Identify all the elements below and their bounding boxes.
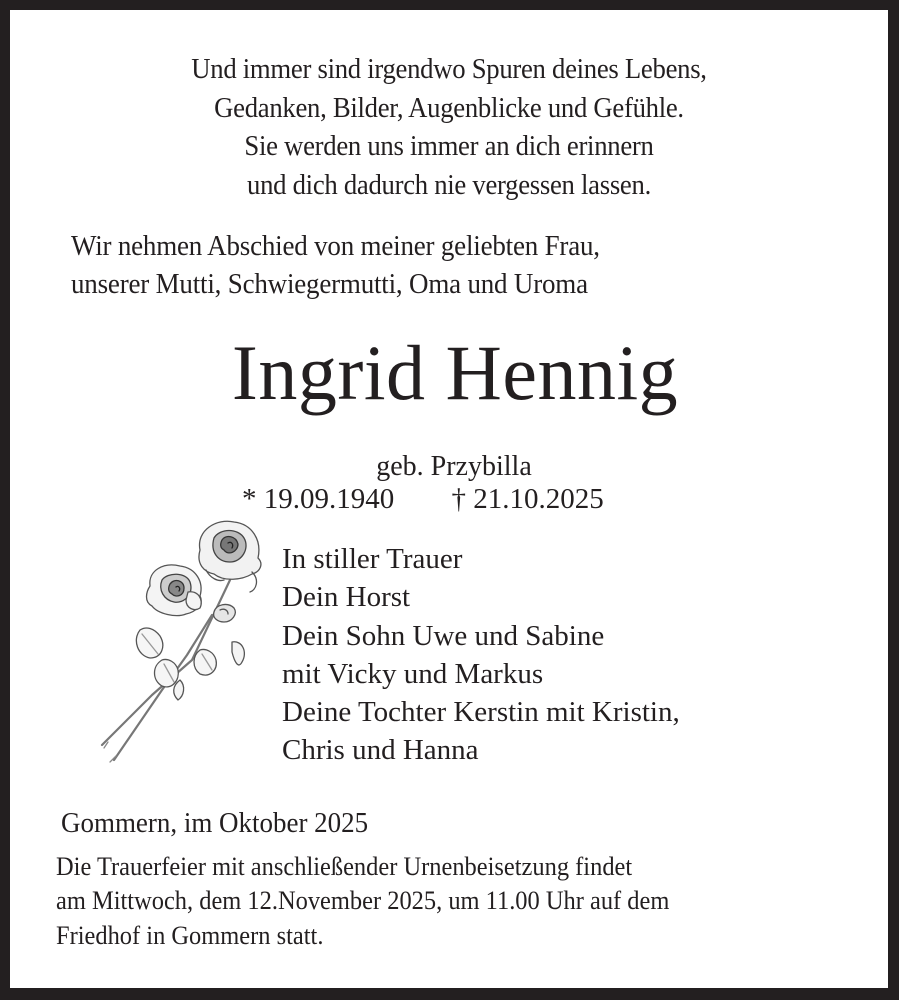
poem-line: Gedanken, Bilder, Augenblicke und Gefühle.	[214, 91, 684, 124]
life-dates	[242, 480, 604, 518]
mourner-line: Chris und Hanna	[282, 734, 479, 767]
maiden-name: geb. Przybilla	[376, 451, 532, 482]
intro-line: Wir nehmen Abschied von meiner geliebten Frau,	[71, 230, 600, 262]
funeral-info	[56, 850, 669, 953]
poem-line: und dich dadurch nie vergessen lassen.	[247, 168, 651, 201]
funeral-line: Die Trauerfeier mit anschließender Urnenbeisetzung findet	[56, 852, 633, 881]
mourner-line: Dein Sohn Uwe und Sabine	[282, 619, 605, 652]
birth-date: * 19.09.1940	[242, 483, 395, 515]
obituary-notice	[10, 10, 888, 988]
farewell-intro	[71, 227, 600, 303]
mourner-line: mit Vicky und Markus	[282, 657, 544, 690]
mourners-list	[282, 540, 680, 770]
poem-line: Und immer sind irgendwo Spuren deines Lebens,	[191, 53, 707, 85]
place-date: Gommern, im Oktober 2025	[61, 807, 369, 839]
mourner-line: Deine Tochter Kerstin mit Kristin,	[282, 696, 680, 729]
funeral-line: Friedhof in Gommern statt.	[56, 920, 324, 950]
funeral-line: am Mittwoch, dem 12.November 2025, um 11.00 Uhr auf dem	[56, 886, 670, 916]
deceased-name: Ingrid Hennig	[231, 329, 679, 416]
memorial-poem	[45, 50, 853, 204]
roses-illustration-icon	[92, 510, 272, 770]
mourner-line: In stiller Trauer	[282, 543, 463, 575]
death-date: † 21.10.2025	[451, 483, 604, 515]
mourner-line: Dein Horst	[282, 581, 411, 614]
intro-line: unserer Mutti, Schwiegermutti, Oma und Uroma	[71, 268, 588, 300]
poem-line: Sie werden uns immer an dich erinnern	[244, 130, 654, 162]
